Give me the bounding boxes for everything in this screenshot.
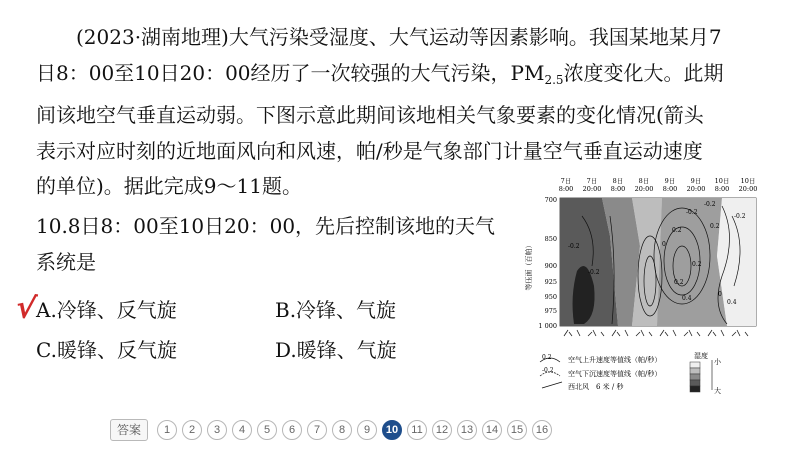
- question-line: 10.8日8：00至10日20：00，先后控制该地的天气: [36, 214, 496, 238]
- wind-arrow-icon: [625, 330, 628, 336]
- legend-up-label: 空气上升速度等值线（帕/秒）: [568, 356, 662, 364]
- contour-label: -0.2: [704, 201, 716, 208]
- passage-line: 表示对应时刻的近地面风向和风速，帕/秒是气象部门计量空气垂直运动速度: [36, 138, 703, 163]
- contour-label: 0.4: [682, 295, 692, 302]
- humidity-swatch: [690, 368, 700, 374]
- wind-arrow-icon: [612, 330, 616, 336]
- legend-humidity-low: 小: [714, 358, 721, 366]
- legend: [540, 351, 722, 395]
- page-number-button[interactable]: 7: [307, 420, 327, 440]
- passage-line: (2023·湖南地理)大气污染受湿度、大气运动等因素影响。我国某地某月7: [76, 25, 722, 49]
- contour-label: 0.2: [674, 279, 684, 286]
- humidity-swatch: [690, 380, 700, 386]
- legend-down-sample: -0.2: [542, 367, 554, 374]
- page-number-button[interactable]: 15: [507, 420, 527, 440]
- wind-arrow-icon: [636, 332, 640, 336]
- option-d[interactable]: D.暖锋、气旋: [275, 338, 397, 362]
- y-tick-label: 950: [544, 293, 557, 301]
- wind-arrow-icon: [660, 330, 664, 336]
- time-label-day: 10日: [714, 177, 730, 185]
- humidity-swatch: [690, 374, 700, 380]
- wind-arrow-icon: [673, 330, 676, 336]
- page-number-button[interactable]: 4: [232, 420, 252, 440]
- figure: [522, 176, 760, 396]
- humidity-swatch: [690, 386, 700, 392]
- page-list: [157, 420, 552, 440]
- wind-arrow-icon: [713, 332, 716, 336]
- time-label-time: 20:00: [686, 185, 706, 193]
- page-number-button[interactable]: 6: [282, 420, 302, 440]
- option-c[interactable]: C.暖锋、反气旋: [36, 338, 177, 362]
- y-tick-label: 925: [544, 278, 557, 286]
- contour-label: 0: [718, 291, 722, 298]
- y-tick-label: 700: [544, 196, 557, 204]
- legend-up-sample: 0.2: [542, 354, 552, 361]
- contour-label: 0.2: [672, 227, 682, 234]
- time-label-time: 8:00: [714, 185, 730, 193]
- time-label-time: 8:00: [662, 185, 678, 193]
- answer-button[interactable]: 答案: [110, 419, 148, 441]
- option-a[interactable]: A.冷锋、反气旋: [36, 298, 177, 322]
- figure-svg: [522, 176, 760, 396]
- page-number-button[interactable]: 9: [357, 420, 377, 440]
- y-tick-label: 900: [544, 262, 557, 270]
- wind-arrow-icon: [732, 332, 736, 336]
- wind-arrow-icon: [569, 332, 572, 336]
- page-number-button[interactable]: 11: [407, 420, 427, 440]
- wind-arrow-icon: [745, 332, 748, 336]
- page-number-button[interactable]: 5: [257, 420, 277, 440]
- page-number-button[interactable]: 16: [532, 420, 552, 440]
- wind-arrow-icon: [689, 330, 692, 336]
- time-label-day: 7日: [586, 177, 598, 185]
- page-number-button[interactable]: 13: [457, 420, 477, 440]
- wind-arrow-icon: [588, 332, 592, 336]
- page-number-button[interactable]: 12: [432, 420, 452, 440]
- contour-label: 0.2: [710, 223, 720, 230]
- contour-label: -0.2: [588, 269, 600, 276]
- time-labels: [559, 177, 758, 193]
- wind-arrow-icon: [593, 330, 596, 336]
- pagination: [110, 418, 552, 442]
- humidity-swatch: [690, 362, 700, 368]
- wind-arrow-icon: [684, 332, 688, 336]
- wind-arrow-icon: [564, 330, 568, 336]
- wind-arrow-icon: [617, 332, 620, 336]
- option-b[interactable]: B.冷锋、气旋: [275, 298, 397, 322]
- wind-arrow-icon: [737, 330, 740, 336]
- wind-arrow-icon: [721, 330, 724, 336]
- passage-text: 浓度变化大。此期: [563, 60, 724, 85]
- contour-label: 0.2: [692, 261, 702, 268]
- legend-wind-label: 西北风 6 米 / 秒: [568, 383, 624, 391]
- check-mark-icon: √: [13, 289, 39, 328]
- wind-arrow-icon: [649, 332, 652, 336]
- page-number-button[interactable]: 8: [332, 420, 352, 440]
- contour-label: -0.2: [568, 243, 580, 250]
- contour-label: 0: [662, 241, 666, 248]
- contour-label: -0.2: [734, 213, 746, 220]
- y-tick-label: 850: [544, 235, 557, 243]
- page-number-button[interactable]: 3: [207, 420, 227, 440]
- y-axis-title: 等压面（百帕）: [525, 241, 533, 291]
- passage-text: 日8：00至10日20：00经历了一次较强的大气污染，PM: [36, 60, 545, 85]
- legend-wind-arrow-icon: [542, 382, 562, 388]
- wind-arrow-icon: [601, 332, 604, 336]
- time-label-time: 8:00: [558, 185, 574, 193]
- time-label-time: 20:00: [634, 185, 654, 193]
- page-number-button[interactable]: 2: [182, 420, 202, 440]
- time-label-time: 20:00: [582, 185, 602, 193]
- passage-line: 间该地空气垂直运动弱。下图示意此期间该地相关气象要素的变化情况(箭头: [36, 103, 704, 127]
- time-label-day: 8日: [612, 177, 624, 185]
- time-label-day: 8日: [638, 177, 650, 185]
- time-label-day: 7日: [560, 177, 572, 185]
- passage-line: 的单位)。据此完成9～11题。: [36, 174, 302, 198]
- legend-down-label: 空气下沉速度等值线（帕/秒）: [568, 370, 662, 378]
- time-label-day: 10日: [740, 177, 756, 185]
- y-tick-label: 975: [544, 307, 557, 315]
- question-stem: [36, 208, 495, 280]
- page-number-button[interactable]: 1: [157, 420, 177, 440]
- y-tick-label: 1 000: [538, 322, 557, 330]
- question-line: 系统是: [36, 250, 96, 274]
- contour-label: 0.4: [727, 299, 737, 306]
- wind-arrow-icon: [708, 330, 712, 336]
- page-number-button[interactable]: 14: [482, 420, 502, 440]
- wind-arrow-icon: [641, 330, 644, 336]
- pm-subscript: 2.5: [544, 72, 564, 87]
- time-label-day: 9日: [664, 177, 676, 185]
- passage-line: [36, 56, 776, 99]
- wind-arrow-icon: [577, 330, 580, 336]
- time-label-day: 9日: [690, 177, 702, 185]
- contour-label: -0.2: [686, 209, 698, 216]
- legend-humidity-title: 湿度: [694, 352, 708, 360]
- y-ticks: [538, 196, 557, 330]
- wind-arrow-icon: [665, 332, 668, 336]
- time-label-time: 8:00: [610, 185, 626, 193]
- wind-arrow-icon: [697, 332, 700, 336]
- time-label-time: 20:00: [738, 185, 758, 193]
- legend-humidity-high: 大: [714, 387, 721, 395]
- page-number-button[interactable]: 10: [382, 420, 402, 440]
- wind-arrows: [564, 330, 748, 336]
